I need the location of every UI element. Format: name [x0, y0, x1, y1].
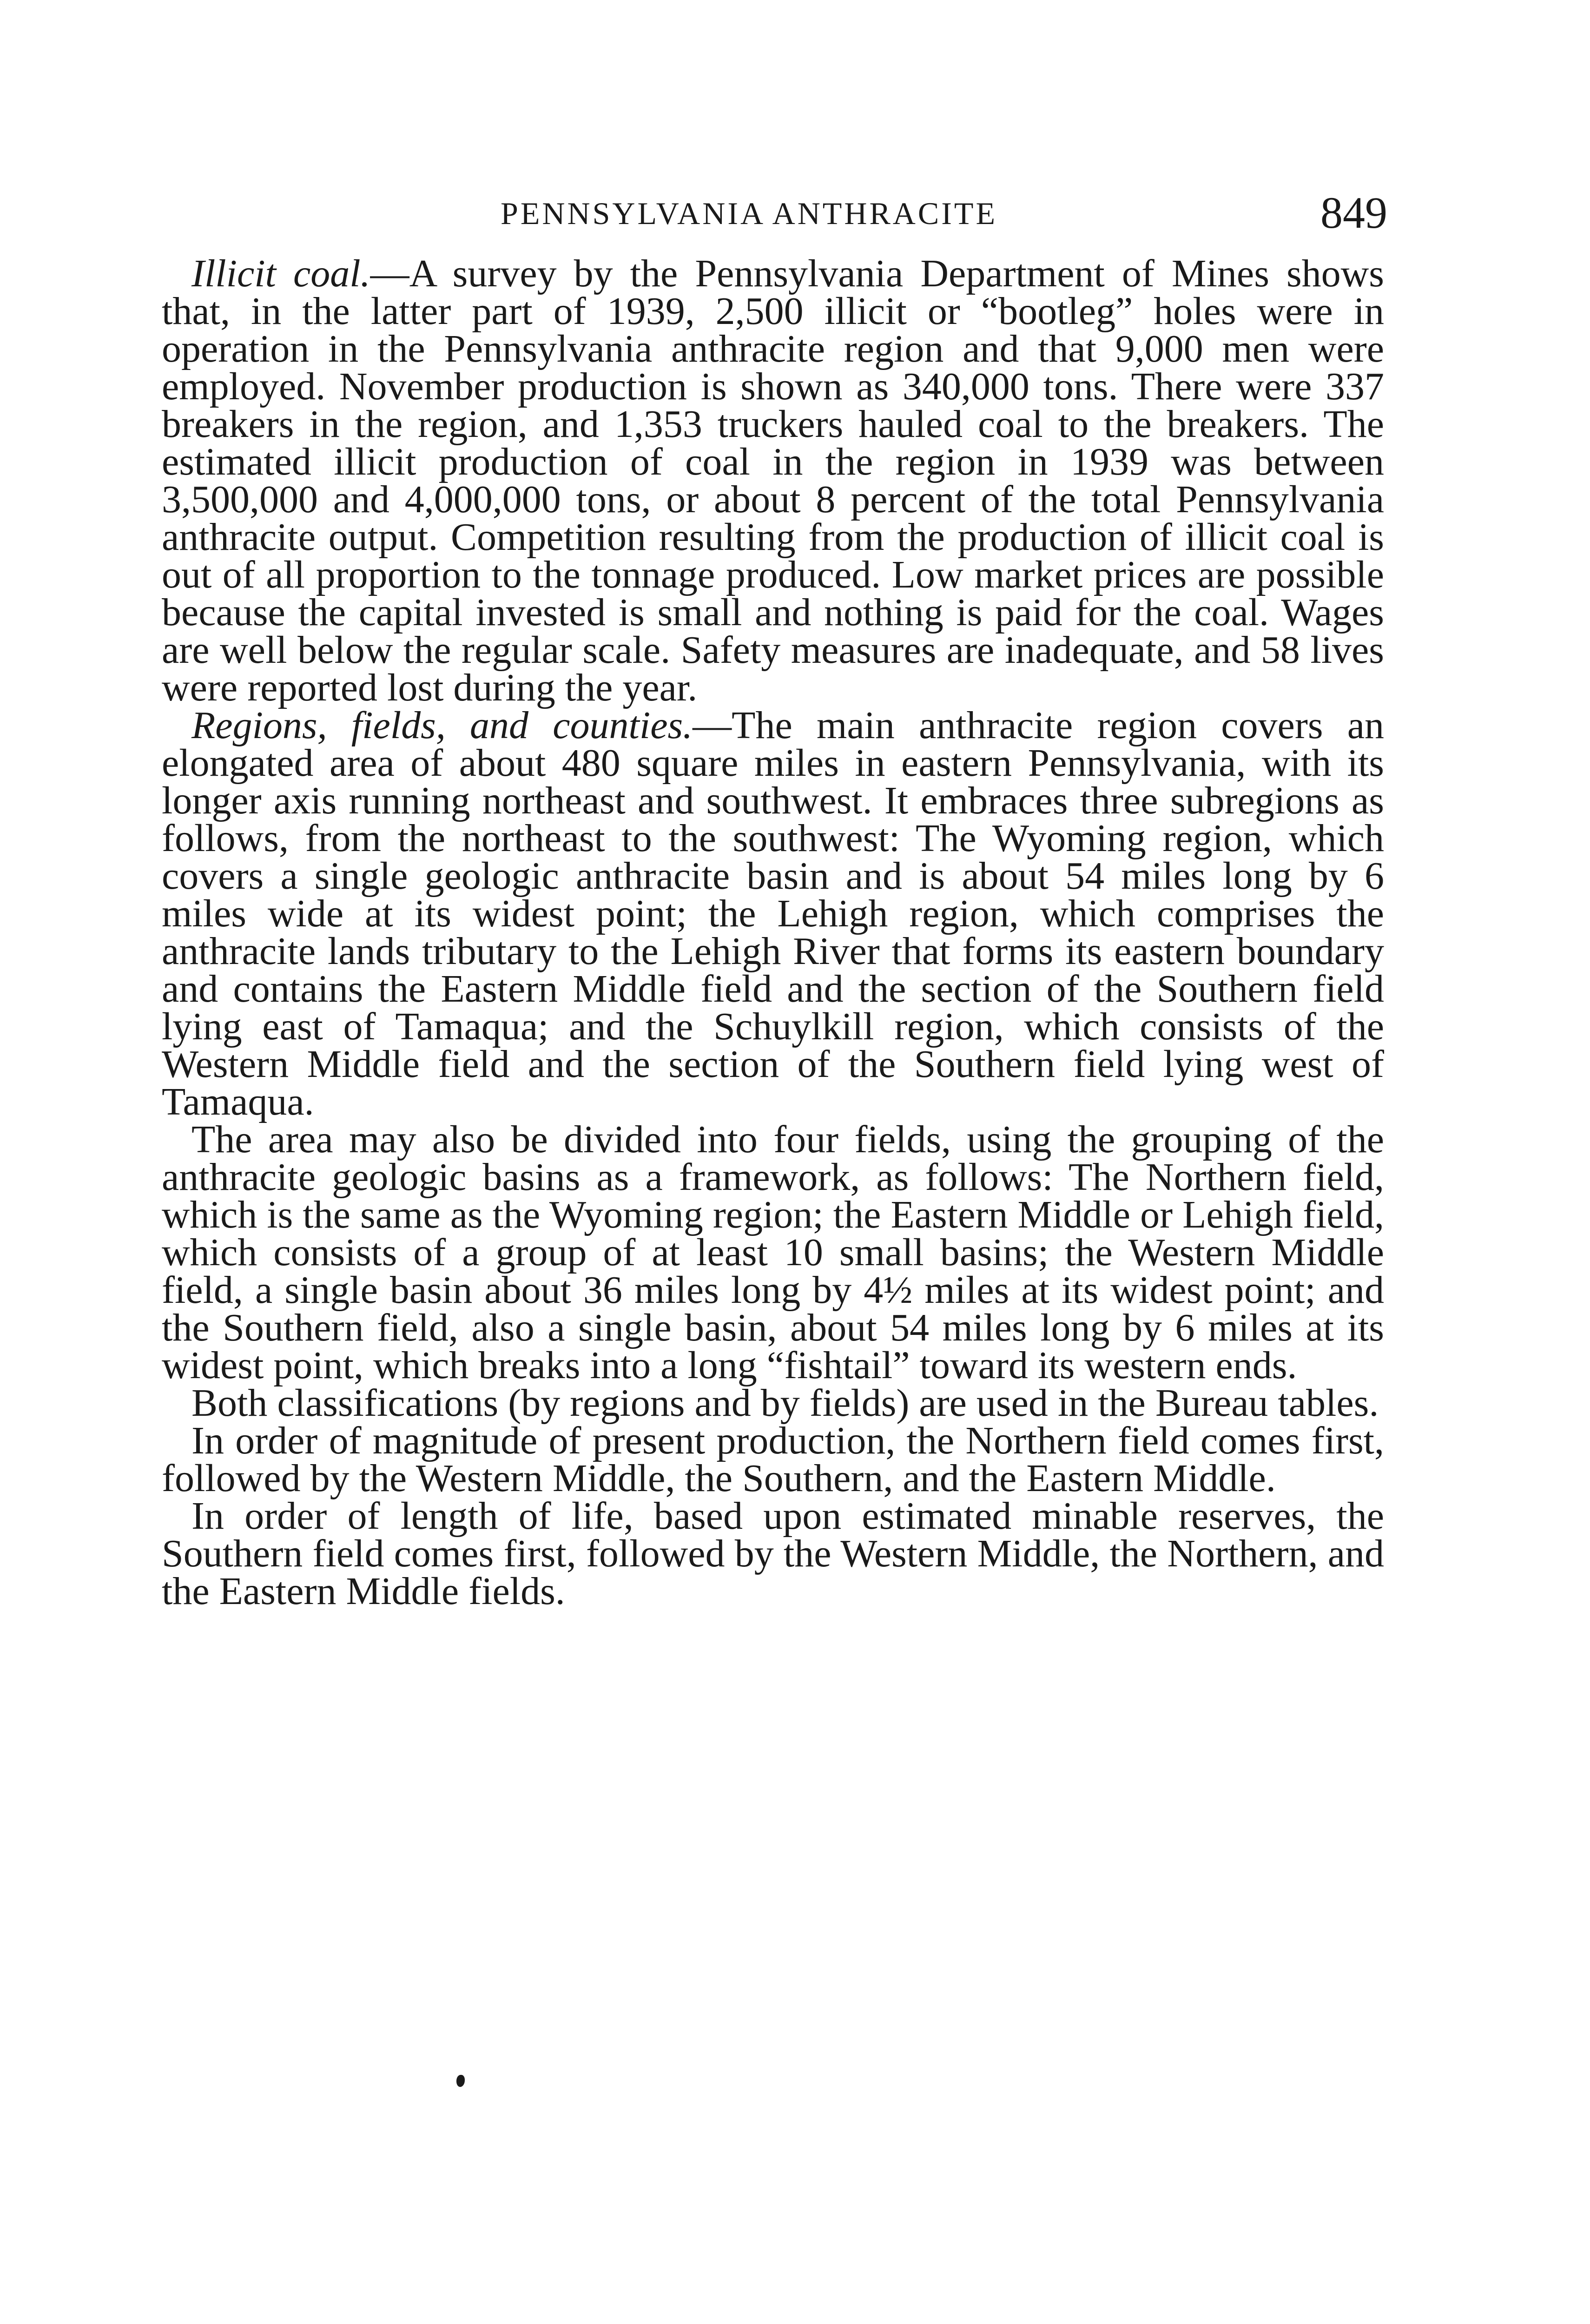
- paragraph-production-order: [162, 1419, 1384, 1500]
- paragraph-four-fields: [162, 1118, 1384, 1387]
- paragraph-classifications: [162, 1381, 1384, 1425]
- paragraph-body: Both classifications (by regions and by fields) are used in the Bureau tables.: [191, 1381, 1379, 1425]
- paragraph-life-order: [162, 1494, 1384, 1613]
- paragraph-body: In order of magnitude of present production, the Northern field comes first, followed by the Western Middle, the Southern, and the Eastern Middle.: [162, 1419, 1384, 1500]
- paragraph-body: —The main anthracite region covers an elongated area of about 480 square miles in eastern Pennsylvania, with its longer axis running northeast and southwest. It embraces three subregions as follows, from the northeast to the southwest: The Wyoming region, which covers a single geologic anthracite basin and is about 54 miles long by 6 miles wide at its widest point; the Lehigh region, which comprises the anthracite lands tributary to the Lehigh River that forms its eastern boundary and contains the Eastern Middle field and the section of the Southern field lying east of Tamaqua; and the Schuylkill region, which consists of the Western Middle field and the section of the Southern field lying west of Tamaqua.: [162, 704, 1384, 1123]
- paragraph-regions-fields-counties: [162, 706, 1384, 1121]
- running-head: [0, 187, 1387, 238]
- paragraph-body: —A survey by the Pennsylvania Department of Mines shows that, in the latter part of 1939, 2,500 illicit or “bootleg” holes were in operation in the Pennsylvania anthracite region and that 9,000 men were employed. November production is shown as 340,000 tons. There were 337 breakers in the region, and 1,353 truckers hauled coal to the breakers. The estimated illicit production of coal in the region in 1939 was between 3,500,000 and 4,000,000 tons, or about 8 percent of the total Pennsylvania anthracite output. Competition resulting from the production of illicit coal is out of all proportion to the tonnage produced. Low market prices are possible because the capital invested is small and nothing is paid for the coal. Wages are well below the regular scale. Safety measures are inadequate, and 58 lives were reported lost during the year.: [162, 252, 1384, 709]
- running-title: PENNSYLVANIA ANTHRACITE: [501, 196, 997, 231]
- paragraph-lead-heading: Regions, fields, and counties.: [191, 704, 693, 747]
- paragraph-lead-heading: Illicit coal.: [191, 252, 370, 295]
- paragraph-illicit-coal: [162, 252, 1384, 709]
- page-number: 849: [1320, 188, 1387, 238]
- paragraph-body: In order of length of life, based upon estimated minable reserves, the Southern field comes first, followed by the Western Middle, the Northern, and the Eastern Middle fields.: [162, 1494, 1384, 1613]
- paragraph-body: The area may also be divided into four fields, using the grouping of the anthracite geologic basins as a framework, as follows: The Northern field, which is the same as the Wyoming region; the Eastern Middle or Lehigh field, which consists of a group of at least 10 small basins; the Western Middle field, a single basin about 36 miles long by 4½ miles at its widest point; and the Southern field, also a single basin, about 54 miles long by 6 miles at its widest point, which breaks into a long “fishtail” toward its western ends.: [162, 1118, 1384, 1387]
- ink-speck: [456, 2075, 465, 2087]
- body-text: [162, 252, 1384, 1613]
